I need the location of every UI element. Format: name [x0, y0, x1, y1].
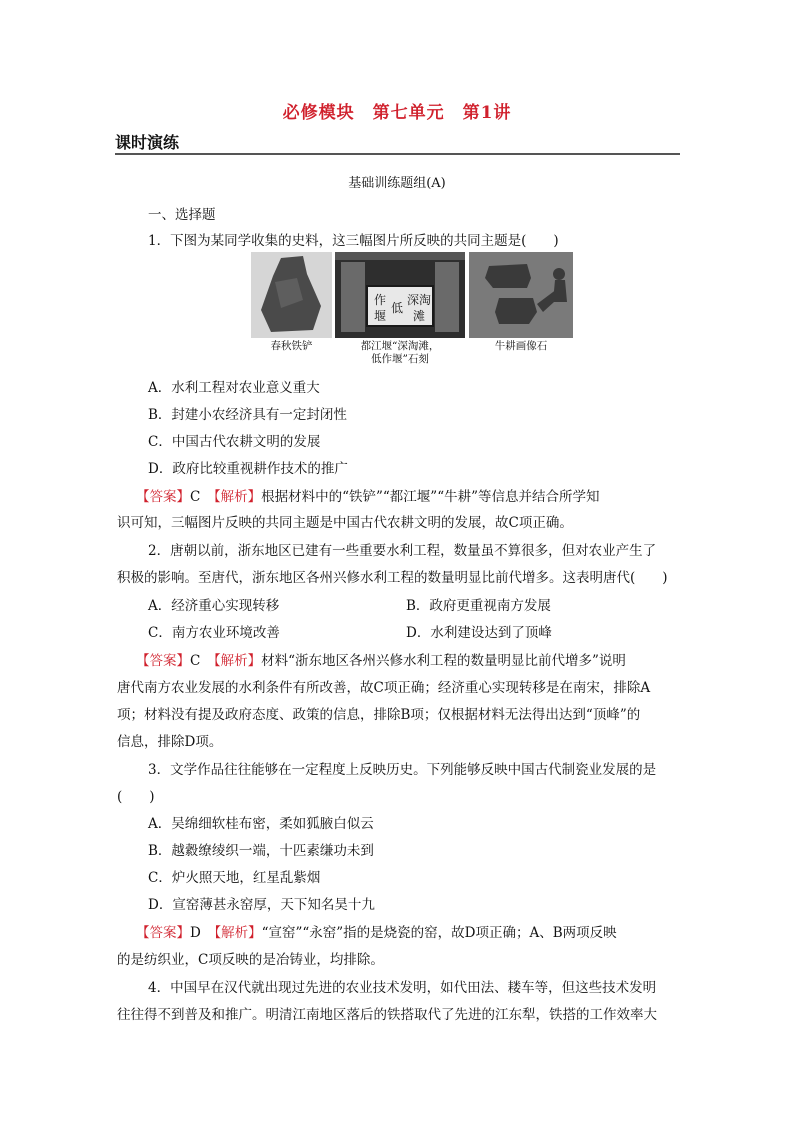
question-1-figure [251, 252, 573, 338]
answer-label: 【答案】 [136, 925, 190, 941]
answer-value: D [190, 925, 215, 941]
section-heading: 课时演练 [115, 133, 180, 152]
q2-answer-line [136, 649, 626, 669]
q1-answer-line [136, 485, 600, 505]
heading-rule [115, 153, 680, 155]
q2-option-b: B．政府更重视南方发展 [406, 598, 551, 614]
q3-analysis-line-2: 的是纺织业，C项反映的是冶铸业，均排除。 [117, 952, 384, 968]
caption-dujiangyan-line-1: 都江堰“深淘滩， [360, 340, 440, 352]
question-2-stem-1: 2．唐朝以前，浙东地区已建有一些重要水利工程，数量虽不算很多，但对农业产生了 [148, 543, 657, 559]
q2-option-c: C．南方农业环境改善 [148, 625, 280, 641]
question-1-stem: 1．下图为某同学收集的史料，这三幅图片所反映的共同主题是( ) [148, 233, 559, 249]
question-4-stem-2: 往往得不到普及和推广。明清江南地区落后的铁搭取代了先进的江东犁，铁搭的工作效率大 [117, 1007, 657, 1023]
page-title: 必修模块 第七单元 第1讲 [282, 103, 512, 123]
answer-label: 【答案】 [136, 653, 190, 669]
stone-char-5: 低 [391, 301, 404, 315]
caption-dujiangyan [335, 340, 465, 366]
question-2-stem-2: 积极的影响。至唐代，浙东地区各州兴修水利工程的数量明显比前代增多。这表明唐代( ) [117, 570, 668, 586]
q2-option-d: D．水利建设达到了顶峰 [406, 625, 552, 641]
q3-option-d: D．宣窑薄甚永窑厚，天下知名昊十九 [148, 897, 375, 913]
q2-analysis-line-4: 信息，排除D项。 [117, 734, 223, 750]
answer-value: C [190, 489, 214, 505]
exercise-group-title: 基础训练题组(A) [348, 176, 446, 191]
stone-char-3: 深 [407, 293, 420, 307]
q3-option-b: B．越縠缭绫织一端，十匹素缣功未到 [148, 843, 374, 859]
stone-char-1: 作 [374, 293, 387, 307]
q1-analysis-line-2: 识可知，三幅图片反映的共同主题是中国古代农耕文明的发展，故C项正确。 [117, 515, 573, 531]
q3-option-a: A．吴绵细软桂布密，柔如狐腋白似云 [148, 816, 374, 832]
part-heading: 一、选择题 [148, 207, 216, 223]
ox-plough-relief-image [469, 252, 573, 338]
q2-analysis-line-3: 项；材料没有提及政府态度、政策的信息，排除B项；仅根据材料无法得出达到“顶峰”的 [117, 707, 641, 723]
analysis-label: 【解析】 [213, 489, 262, 505]
caption-dujiangyan-line-2: 低作堰”石刻 [371, 353, 429, 365]
stone-char-2: 堰 [374, 309, 387, 323]
q2-option-a: A．经济重心实现转移 [148, 598, 280, 614]
analysis-text: “宣窑”“永窑”指的是烧瓷的窑，故D项正确；A、B两项反映 [261, 925, 617, 941]
dujiangyan-stone-image [335, 252, 465, 338]
iron-shovel-image [251, 252, 332, 338]
q1-option-c: C．中国古代农耕文明的发展 [148, 434, 321, 450]
q3-answer-line [136, 921, 617, 941]
question-4-stem-1: 4．中国早在汉代就出现过先进的农业技术发明，如代田法、耧车等，但这些技术发明 [148, 980, 657, 996]
question-3-stem-1: 3．文学作品往往能够在一定程度上反映历史。下列能够反映中国古代制瓷业发展的是 [148, 762, 657, 778]
stone-char-6: 滩 [413, 309, 426, 323]
caption-ox-plough: 牛耕画像石 [494, 340, 548, 352]
q1-option-d: D．政府比较重视耕作技术的推广 [148, 461, 348, 477]
answer-label: 【答案】 [136, 489, 190, 505]
analysis-text: 材料“浙东地区各州兴修水利工程的数量明显比前代增多”说明 [261, 653, 626, 669]
analysis-text: 根据材料中的“铁铲”“都江堰”“牛耕”等信息并结合所学知 [261, 489, 600, 505]
caption-iron-shovel: 春秋铁铲 [270, 340, 313, 352]
stone-char-4: 淘 [419, 293, 432, 307]
question-3-stem-2: ( ) [117, 789, 155, 805]
q2-analysis-line-2: 唐代南方农业发展的水利条件有所改善，故C项正确；经济重心实现转移是在南宋，排除A [117, 680, 651, 696]
q1-option-a: A．水利工程对农业意义重大 [148, 380, 320, 396]
analysis-label: 【解析】 [213, 653, 262, 669]
q1-option-b: B．封建小农经济具有一定封闭性 [148, 407, 347, 423]
answer-value: C [190, 653, 214, 669]
q3-option-c: C．炉火照天地，红星乱紫烟 [148, 870, 321, 886]
analysis-label: 【解析】 [214, 925, 262, 941]
